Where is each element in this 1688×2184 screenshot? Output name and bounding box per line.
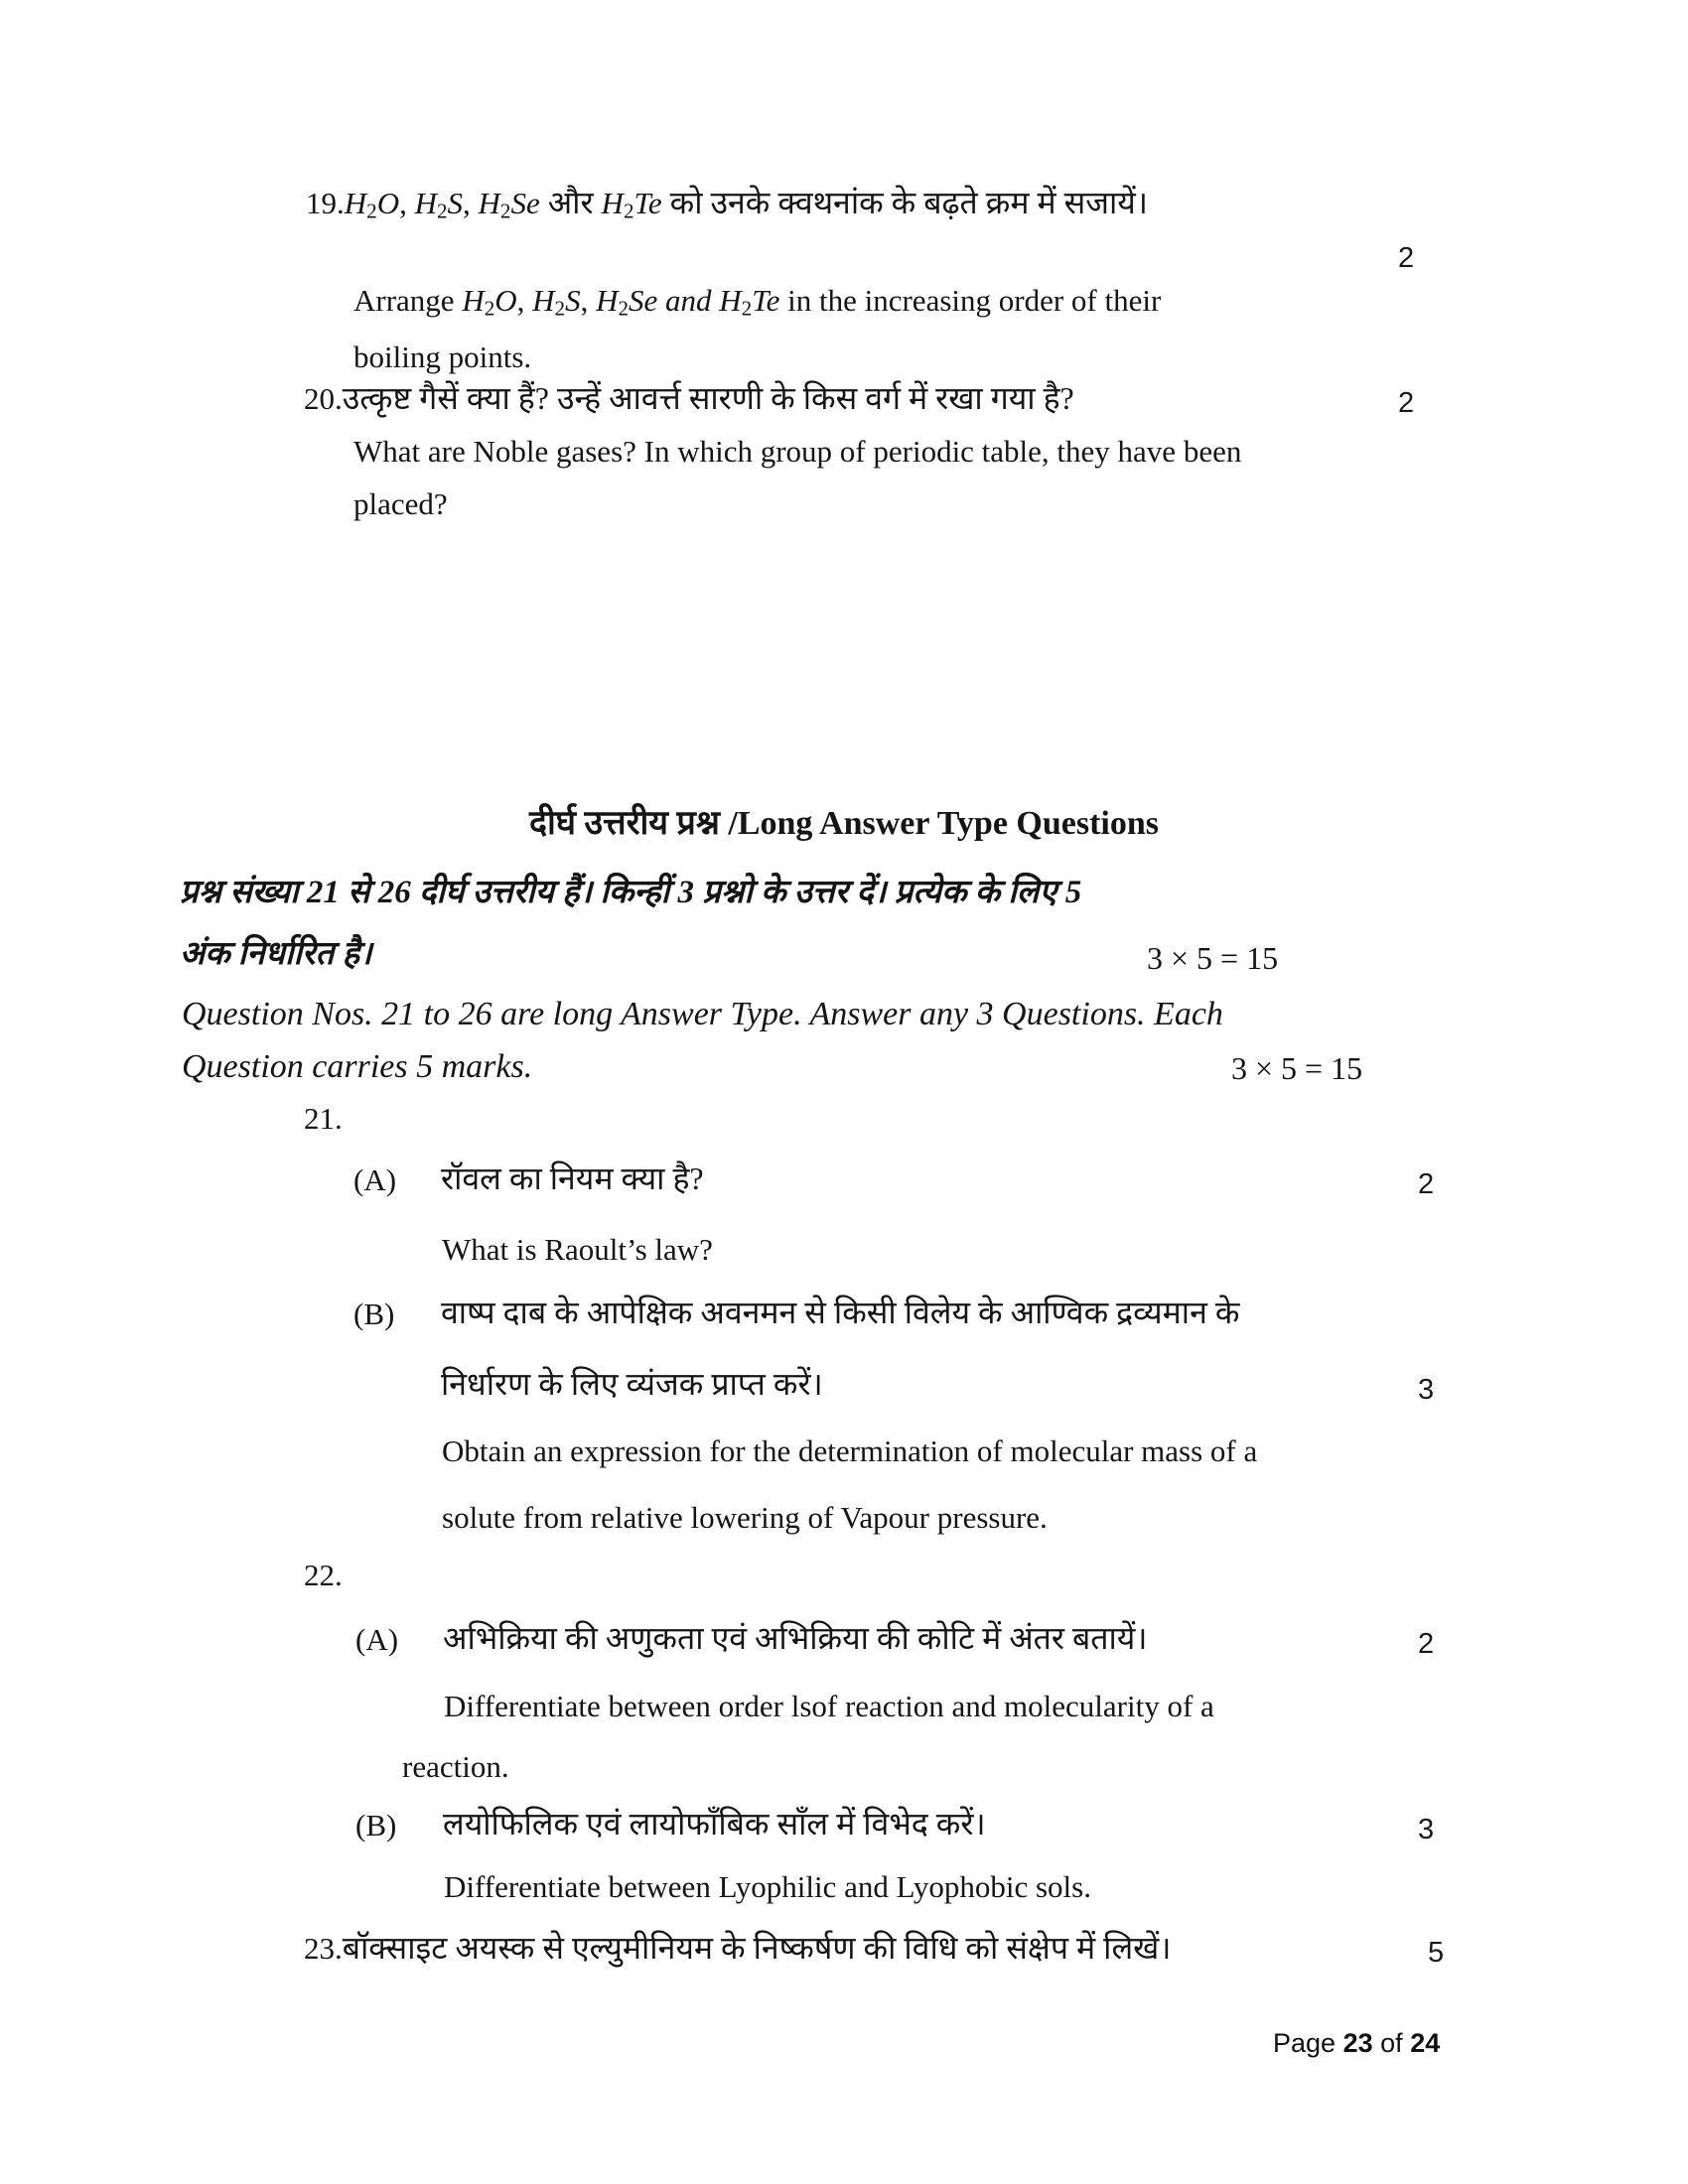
question-22a-english-line1: Differentiate between order lsof reaction and molecularity of a (444, 1689, 1214, 1723)
question-22a-marks: 2 (1418, 1628, 1435, 1660)
question-19-hindi-formula: $H_2O$, $H_2S$, $H_2Se$ और $H_2Te$ को उनके क्वथनांक के बढ़ते क्रम में सजायें। (344, 185, 1148, 223)
question-21b-english-line1: Obtain an expression for the determination of molecular mass of a (442, 1433, 1258, 1468)
instruction-hindi-line2: अंक निर्धारित है। (180, 936, 372, 972)
question-21a-label: (A) (353, 1162, 397, 1197)
footer-total-pages: 24 (1410, 2028, 1441, 2058)
question-23-hindi-line (304, 1929, 1171, 1967)
question-20-english-line1: What are Noble gases? In which group of periodic table, they have been (353, 434, 1242, 469)
question-20-number: 20. (304, 381, 343, 416)
instruction-english-line1: Question Nos. 21 to 26 are long Answer Type. Answer any 3 Questions. Each (182, 996, 1223, 1032)
question-22b-english-line1: Differentiate between Lyophilic and Lyophobic sols. (444, 1869, 1091, 1904)
question-23-marks: 5 (1428, 1937, 1445, 1969)
question-22b-marks: 3 (1418, 1814, 1435, 1845)
question-21b-hindi-line1: वाष्प दाब के आपेक्षिक अवनमन से किसी विलेय के आण्विक द्रव्यमान के (441, 1295, 1240, 1330)
question-22a-english-line2: reaction. (402, 1749, 509, 1784)
question-21a-marks: 2 (1418, 1168, 1435, 1200)
question-20-marks: 2 (1398, 387, 1415, 419)
instruction-hindi-line1: प्रश्न संख्या 21 से 26 दीर्घ उत्तरीय हैं। किन्हीं 3 प्रश्नो के उत्तर दें। प्रत्येक के लिए 5 (180, 875, 1082, 910)
question-22-number: 22. (304, 1558, 343, 1592)
question-19-english-line2: boiling points. (353, 340, 532, 374)
section-heading: दीर्घ उत्तरीय प्रश्न /Long Answer Type Questions (529, 805, 1159, 842)
question-22a-label: (A) (355, 1622, 399, 1657)
question-22b-label: (B) (355, 1808, 397, 1843)
question-22b-hindi: लयोफिलिक एवं लायोफाँबिक साँल में विभेद करें। (443, 1806, 986, 1842)
question-21b-english-line2: solute from relative lowering of Vapour pressure. (442, 1500, 1048, 1535)
footer-of-word: of (1380, 2028, 1403, 2058)
question-23-hindi-text: बॉक्साइट अयस्क से एल्युमीनियम के निष्कर्षण की विधि को संक्षेप में लिखें। (342, 1930, 1172, 1966)
question-19-marks: 2 (1398, 242, 1415, 274)
question-21b-label: (B) (353, 1297, 395, 1331)
question-19-number: 19. (306, 186, 345, 220)
footer-page-word: Page (1273, 2028, 1336, 2058)
question-19-hindi-line (306, 184, 1148, 221)
question-21b-hindi-line2: निर्धारण के लिए व्यंजक प्राप्त करें। (441, 1366, 823, 1402)
question-21b-marks: 3 (1418, 1374, 1435, 1406)
page-footer (1273, 2027, 1440, 2059)
question-21a-hindi: रॉवल का नियम क्या है? (441, 1160, 704, 1196)
instruction-hindi-marks: 3 × 5 = 15 (1147, 940, 1279, 976)
question-20-english-line2: placed? (353, 486, 448, 521)
instruction-english-marks: 3 × 5 = 15 (1231, 1050, 1363, 1086)
question-21a-english: What is Raoult’s law? (442, 1232, 713, 1267)
footer-page-number: 23 (1342, 2028, 1373, 2058)
question-21-number: 21. (304, 1101, 343, 1136)
question-20-hindi-text: उत्कृष्ट गैसें क्या हैं? उन्हें आवर्त्त सारणी के किस वर्ग में रखा गया है? (342, 380, 1074, 416)
question-23-number: 23. (304, 1931, 343, 1966)
question-19-english-line1: Arrange $H_2O$, $H_2S$, $H_2Se$ and $H_2Te$ in the increasing order of their (353, 283, 1162, 321)
question-20-hindi-line (304, 379, 1074, 417)
instruction-english-line2: Question carries 5 marks. (182, 1048, 533, 1085)
question-22a-hindi: अभिक्रिया की अणुकता एवं अभिक्रिया की कोटि में अंतर बतायें। (443, 1620, 1148, 1656)
